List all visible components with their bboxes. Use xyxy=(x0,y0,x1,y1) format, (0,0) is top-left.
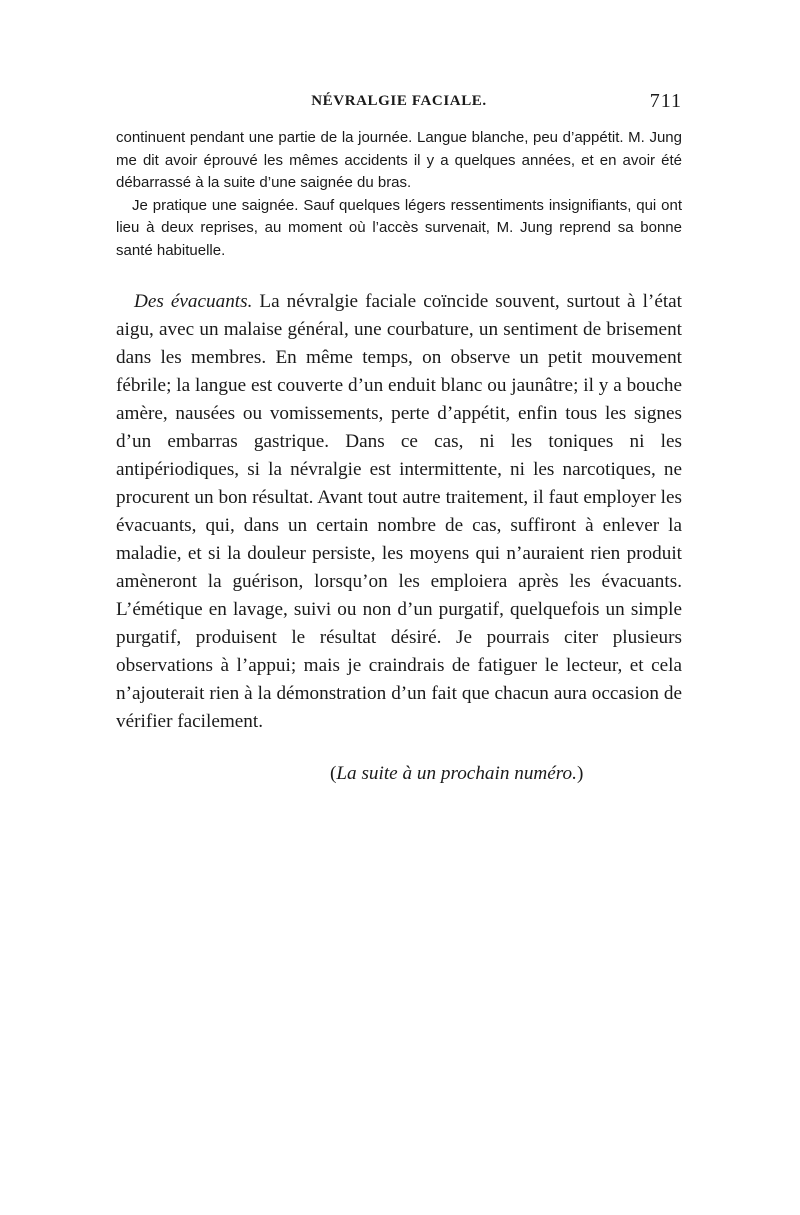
continuation-text: La suite à un prochain numéro. xyxy=(336,763,577,784)
page-header xyxy=(116,90,682,114)
case-report-text xyxy=(116,127,682,263)
section-lead: Des évacuants. xyxy=(134,291,253,312)
page-number: 711 xyxy=(649,90,682,112)
main-paragraph-text: La névralgie faciale coïncide souvent, surtout à l’état aigu, avec un malaise général, une courbature, un sentiment de brisement dans les membres. En même temps, on observe un petit mouvement fébrile; la langue est couverte d’un enduit blanc ou jaunâtre; il y a bouche amère, nausées ou vomissements, perte d’appétit, enfin tous les signes d’un embarras gastrique. Dans ce cas, ni les toniques ni les antipériodiques, si la névralgie est intermittente, ni les narcotiques, ne procurent un bon résultat. Avant tout autre traitement, il faut employer les évacuants, qui, dans un certain nombre de cas, suffiront à enlever la maladie, et si la douleur persiste, les moyens qui n’auraient rien produit amèneront la guérison, lorsqu’on les emploiera après les évacuants. L’émétique en lavage, suivi ou non d’un purgatif, quelquefois un simple purgatif, produisent le résultat désiré. Je pourrais citer plusieurs observations à l’appui; mais je craindrais de fatiguer le lecteur, et cela n’ajouterait rien à la démonstration d’un fait que chacun aura occasion de vérifier facilement. xyxy=(116,291,683,732)
main-paragraph xyxy=(116,288,682,736)
open-paren: ( xyxy=(330,763,337,784)
close-paren: ) xyxy=(576,763,584,784)
running-title: NÉVRALGIE FACIALE. xyxy=(311,93,487,109)
continuation-line xyxy=(330,760,583,788)
main-section xyxy=(116,288,682,736)
case-report-paragraph: Je pratique une saignée. Sauf quelques légers ressentiments insignifiants, qui ont lieu à deux reprises, au moment où l’accès survenait, M. Jung reprend sa bonne santé habituelle. xyxy=(116,196,682,259)
case-report-paragraph: continuent pendant une partie de la journée. Langue blanche, peu d’appétit. M. Jung me dit avoir éprouvé les mêmes accidents il y a quelques années, et en avoir été débarrassé à la suite d’une saignée du bras. xyxy=(116,129,682,192)
